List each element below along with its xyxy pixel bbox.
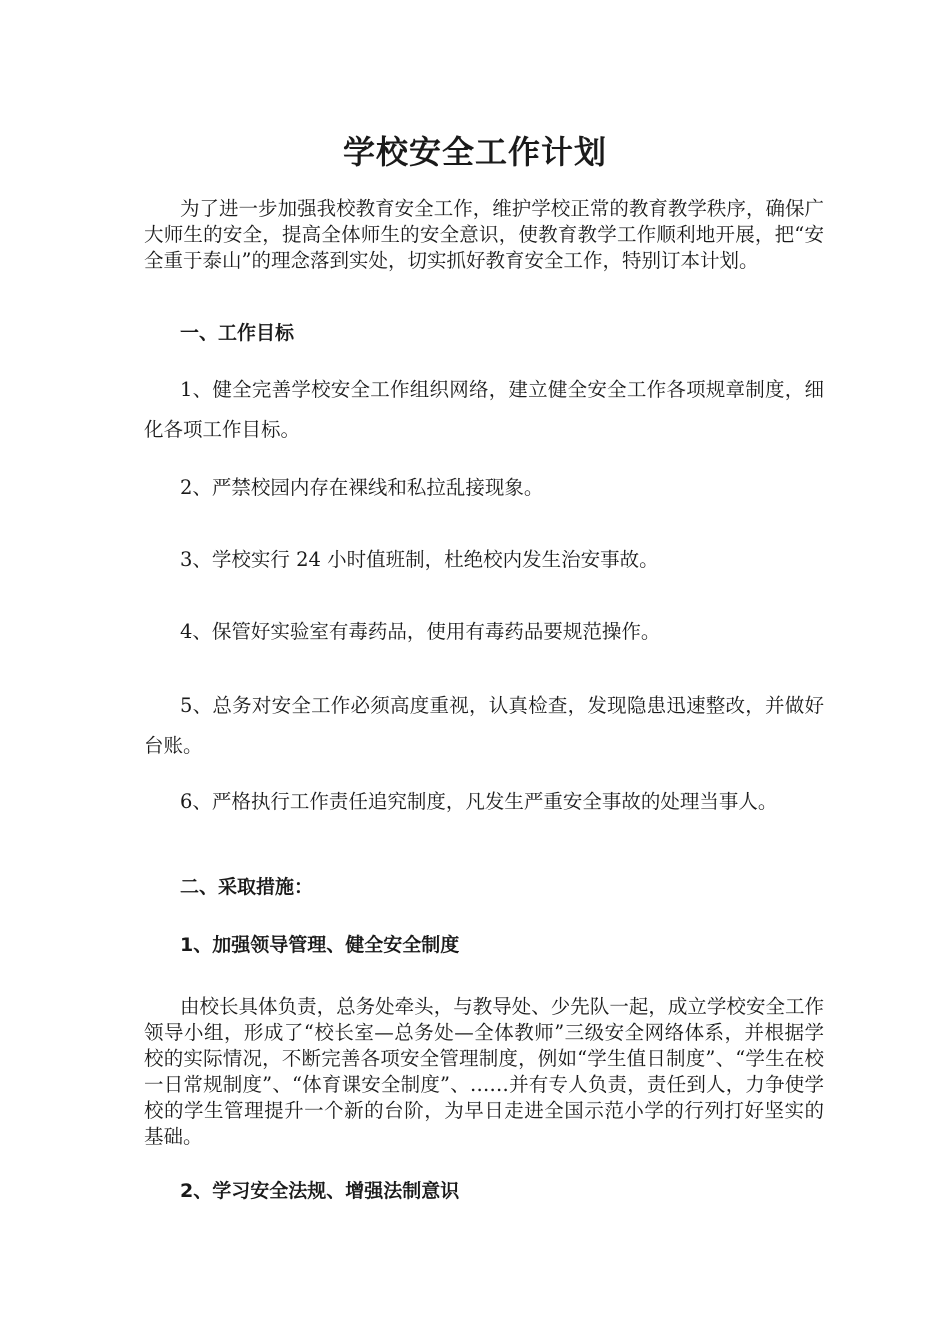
leadership-paragraph: 由校长具体负责，总务处牵头，与教导处、少先队一起，成立学校安全工作领导小组，形成了“校长室—总务处—全体教师”三级安全网络体系，并根据学校的实际情况，不断完善各项安全管理制度，例如“学生值日制度”、“学生在校一日常规制度”、“体育课安全制度”、……并有专人负责，责任到人，力争使学校的学生管理提升一个新的台阶，为早日走进全国示范小学的行列打好坚实的基础。: [144, 995, 824, 1148]
goal-item-4: 4、保管好实验室有毒药品，使用有毒药品要规范操作。: [180, 620, 661, 643]
goal-item-6: 6、严格执行工作责任追究制度，凡发生严重安全事故的处理当事人。: [180, 790, 778, 813]
goal-item-5: 5、总务对安全工作必须高度重视，认真检查，发现隐患迅速整改，并做好台账。: [144, 694, 824, 757]
goal-item-3: 3、学校实行 24 小时值班制，杜绝校内发生治安事故。: [180, 548, 659, 571]
subsection-heading-regulations: 2、学习安全法规、增强法制意识: [180, 1180, 460, 1202]
intro-paragraph: 为了进一步加强我校教育安全工作，维护学校正常的教育教学秩序，确保广大师生的安全，提高全体师生的安全意识，使教育教学工作顺利地开展，把“安全重于泰山”的理念落到实处，切实抓好教育安全工作，特别订本计划。: [144, 197, 824, 272]
section-heading-goals: 一、工作目标: [180, 322, 295, 344]
subsection-heading-leadership: 1、加强领导管理、健全安全制度: [180, 934, 460, 956]
document-title: 学校安全工作计划: [342, 133, 607, 171]
section-heading-measures: 二、采取措施：: [180, 876, 314, 898]
goal-item-2: 2、严禁校园内存在裸线和私拉乱接现象。: [180, 476, 544, 499]
goal-item-1: 1、健全完善学校安全工作组织网络，建立健全安全工作各项规章制度，细化各项工作目标。: [144, 378, 824, 441]
